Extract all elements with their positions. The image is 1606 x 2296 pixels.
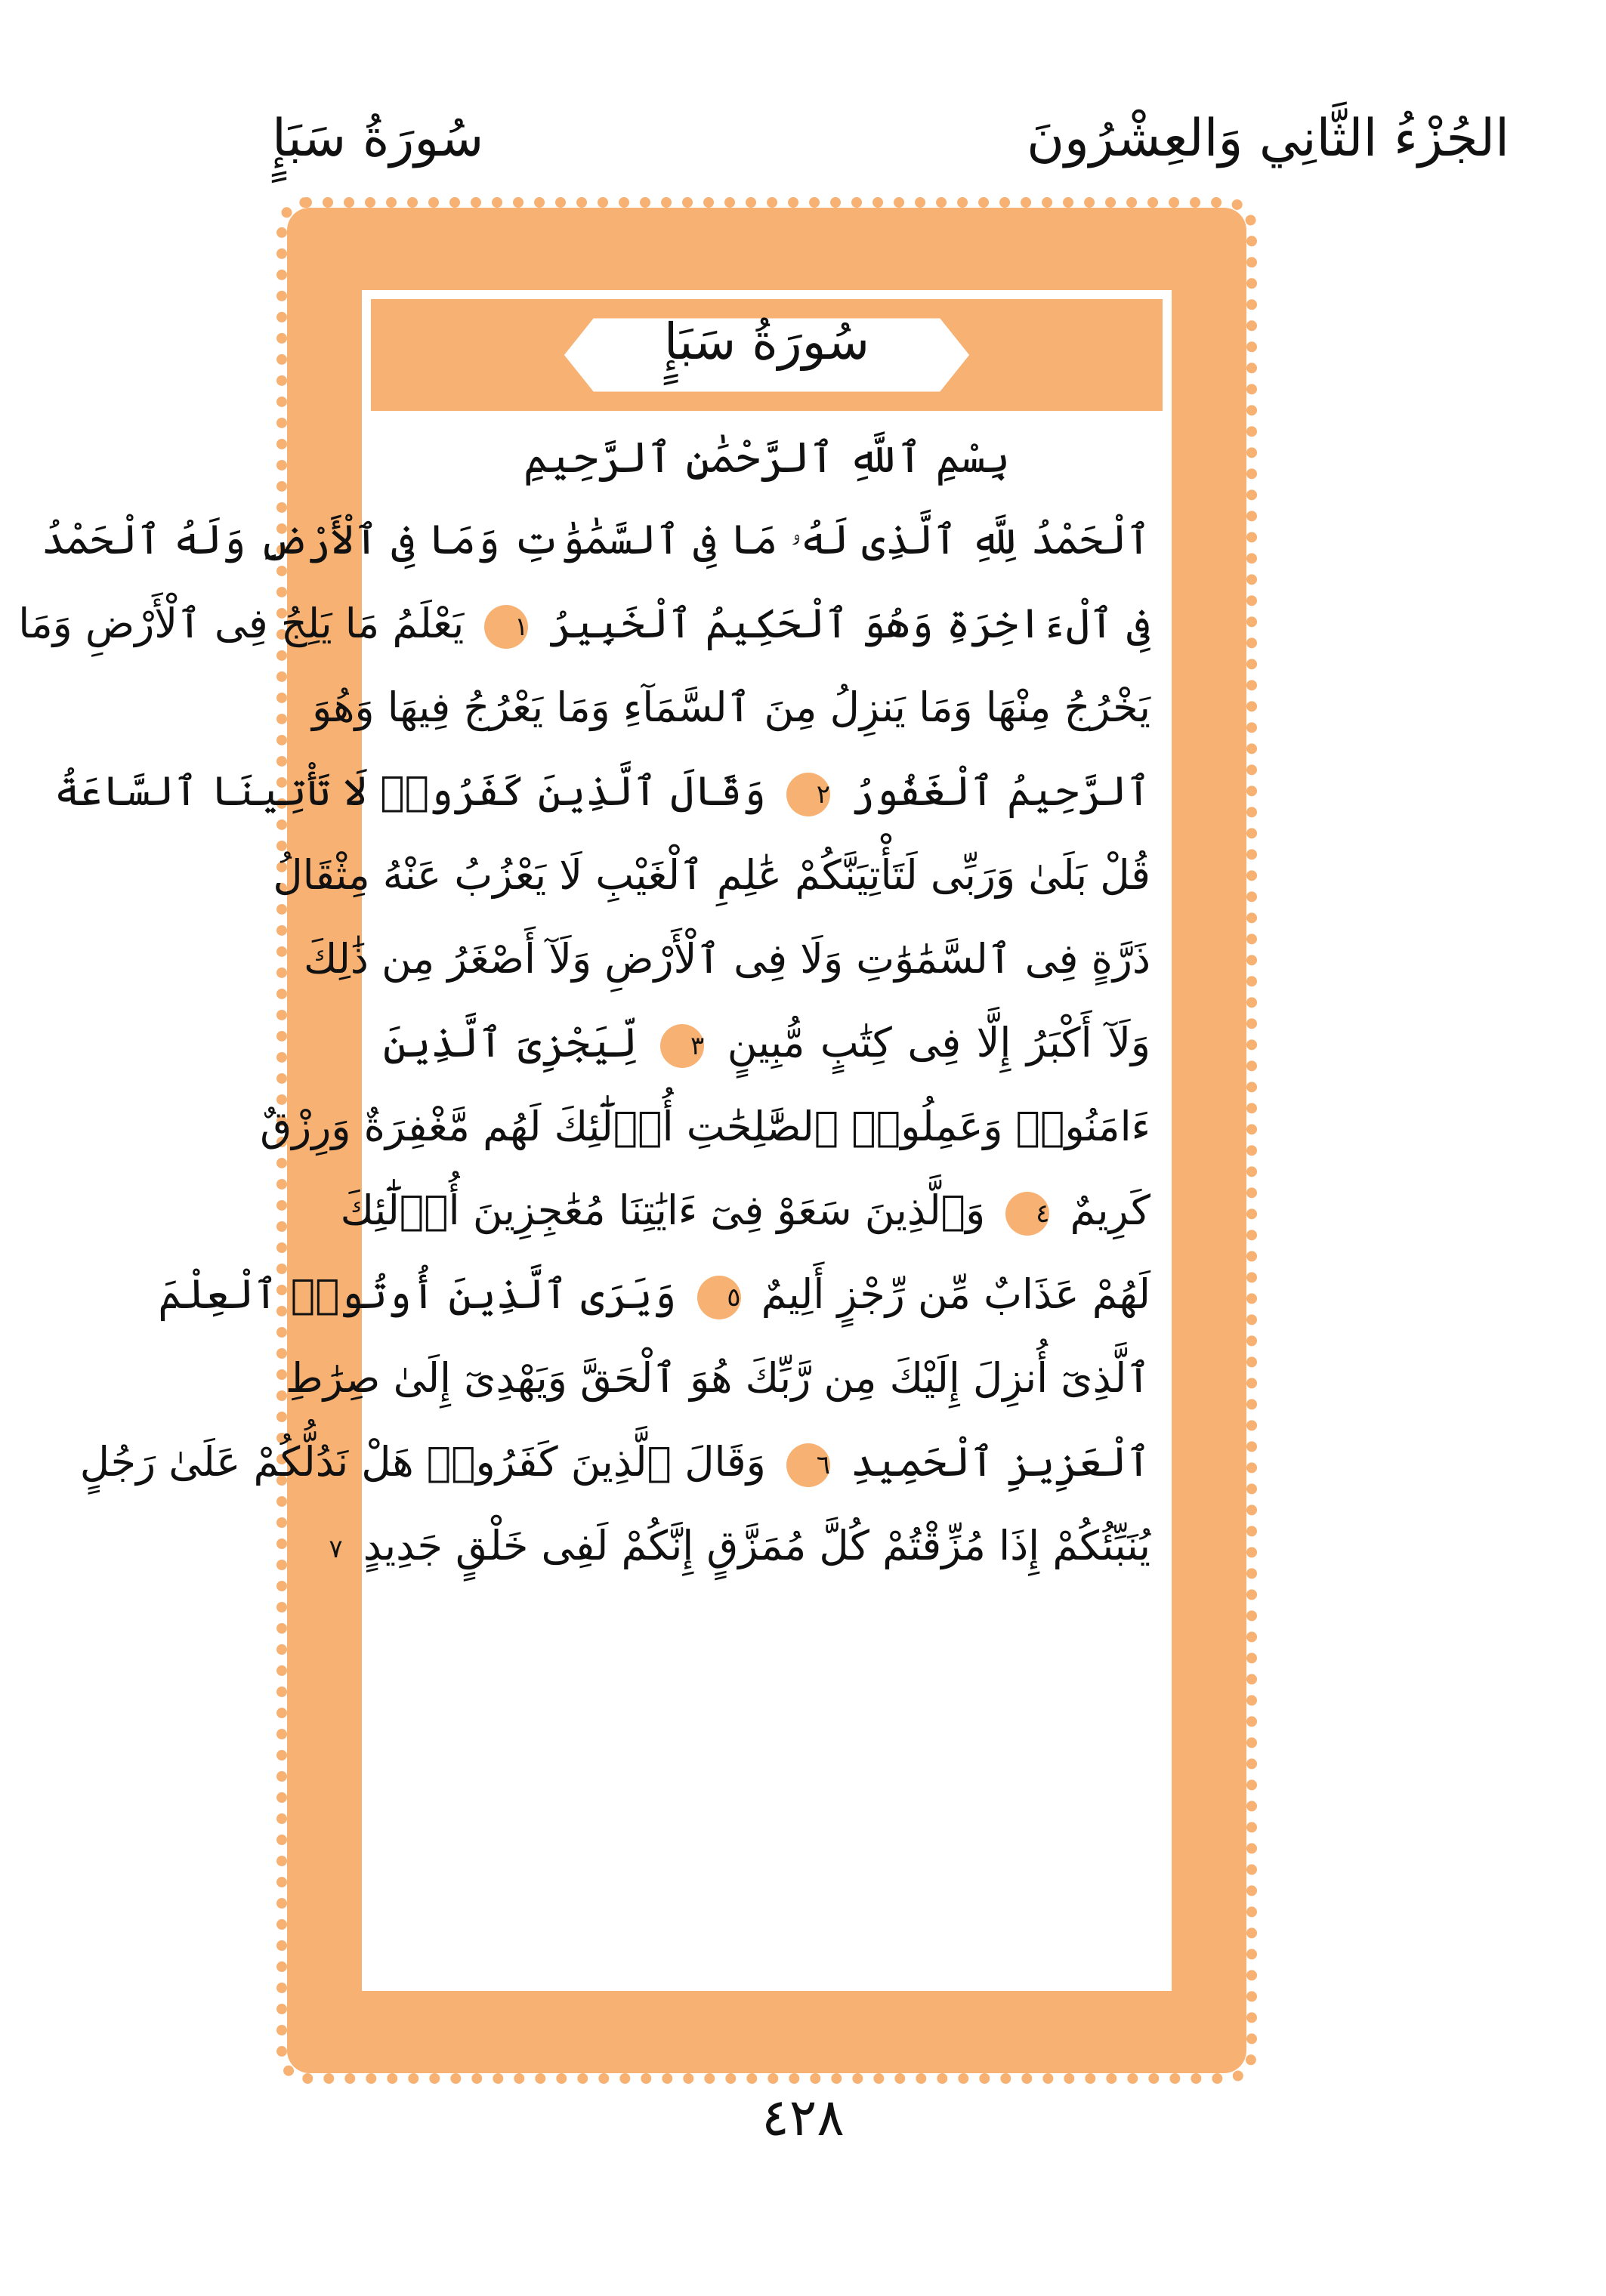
ayah-text: لِّيَجْزِىَ ٱلَّذِينَ: [383, 1019, 638, 1066]
ayah-text: ٱلرَّحِيمُ ٱلْغَفُورُ: [851, 767, 1150, 815]
text-area: [18, 287, 1175, 1994]
ayah-text: ٱلَّذِىٓ أُنزِلَ إِلَيْكَ مِن رَّبِّكَ هُوَ ٱلْحَقَّ وَيَهْدِىٓ إِلَىٰ صِرَٰطِ: [285, 1354, 1150, 1402]
page-frame: [18, 208, 1246, 2073]
ayah-text: وَلَآ أَكْبَرُ إِلَّا فِى كِتَٰبٍ مُّبِينٍ: [727, 1019, 1150, 1066]
ayah-line: [260, 1085, 1150, 1168]
ayah-text: قُلْ بَلَىٰ وَرَبِّى لَتَأْتِيَنَّكُمْ عَٰلِمِ ٱلْغَيْبِ لَا يَعْزُبُ عَنْهُ مِثْقَالُ: [273, 851, 1150, 899]
ayah-line: [285, 1336, 1150, 1420]
juz-header: الجُزْءُ الثَّانِي وَالعِشْرُونَ: [1027, 109, 1509, 168]
basmala: بِسْمِ ٱللَّهِ ٱلرَّحْمَٰنِ ٱلرَّحِيمِ: [523, 434, 1011, 483]
ayah-line: [42, 498, 1150, 582]
surah-banner: [371, 299, 1163, 411]
ayah-text: ٱلْعَزِيزِ ٱلْحَمِيدِ: [851, 1438, 1150, 1486]
surah-header: سُورَةُ سَبَإٍ: [272, 109, 484, 168]
ayah-line: [340, 1168, 1150, 1252]
ayah-line: [273, 833, 1150, 917]
ayah-text: وَقَالَ ٱلَّذِينَ كَفَرُوا۟ هَلْ نَدُلُّكُمْ عَلَىٰ رَجُلٍ: [79, 1438, 766, 1486]
ayah-text: وَقَالَ ٱلَّذِينَ كَفَرُوا۟ لَا تَأْتِينَا ٱلسَّاعَةُ: [54, 767, 766, 815]
ayah-text: يَعْلَمُ مَا يَلِجُ فِى ٱلْأَرْضِ وَمَا: [18, 600, 465, 647]
ayah-line: [383, 1001, 1150, 1085]
ayah-text: ٱلْحَمْدُ لِلَّهِ ٱلَّذِى لَهُۥ مَا فِى ٱلسَّمَٰوَٰتِ وَمَا فِى ٱلْأَرْضِ وَلَهُ ٱلْحَمْدُ: [42, 516, 1150, 563]
surah-title: سُورَةُ سَبَإٍ: [663, 313, 870, 371]
ayah-text: لَهُمْ عَذَابٌ مِّن رِّجْزٍ أَلِيمٌ: [761, 1270, 1150, 1318]
ayah-line: [79, 1420, 1150, 1504]
page-number: ٤٢٨: [761, 2088, 845, 2148]
ayah-line: [312, 665, 1150, 749]
ayah-text: فِى ٱلْءَاخِرَةِ وَهُوَ ٱلْحَكِيمُ ٱلْخَبِيرُ: [548, 600, 1150, 647]
ayah-line: [54, 749, 1150, 833]
ayah-text: كَرِيمٌ: [1070, 1187, 1150, 1234]
ayah-line: [329, 1504, 1150, 1588]
ayah-line: [158, 1252, 1150, 1336]
ayah-number-marker: ٥: [697, 1276, 741, 1319]
ayah-number-marker: ٧: [299, 1527, 343, 1571]
ayah-number-marker: ٤: [1005, 1192, 1049, 1236]
ayah-text: يَخْرُجُ مِنْهَا وَمَا يَنزِلُ مِنَ ٱلسَّمَآءِ وَمَا يَعْرُجُ فِيهَا وَهُوَ: [312, 684, 1150, 731]
ayah-number-marker: ٣: [660, 1024, 704, 1068]
ayah-lines: [18, 498, 1150, 1588]
ayah-text: ءَامَنُوا۟ وَعَمِلُوا۟ ٱلصَّٰلِحَٰتِ أُو۟لَٰٓئِكَ لَهُم مَّغْفِرَةٌ وَرِزْقٌ: [260, 1103, 1150, 1150]
ayah-number-marker: ٦: [786, 1443, 830, 1487]
ayah-text: وَٱلَّذِينَ سَعَوْ فِىٓ ءَايَٰتِنَا مُعَٰجِزِينَ أُو۟لَٰٓئِكَ: [340, 1187, 986, 1234]
ayah-number-marker: ٢: [786, 773, 830, 816]
ayah-text: ذَرَّةٍ فِى ٱلسَّمَٰوَٰتِ وَلَا فِى ٱلْأَرْضِ وَلَآ أَصْغَرُ مِن ذَٰلِكَ: [303, 935, 1150, 983]
ayah-number-marker: ١: [484, 605, 528, 649]
ayah-text: وَيَرَى ٱلَّذِينَ أُوتُوا۟ ٱلْعِلْمَ: [158, 1270, 677, 1318]
ayah-line: [18, 582, 1150, 665]
ayah-line: [303, 917, 1150, 1001]
ayah-text: يُنَبِّئُكُمْ إِذَا مُزِّقْتُمْ كُلَّ مُمَزَّقٍ إِنَّكُمْ لَفِى خَلْقٍ جَدِيدٍ: [363, 1522, 1150, 1569]
